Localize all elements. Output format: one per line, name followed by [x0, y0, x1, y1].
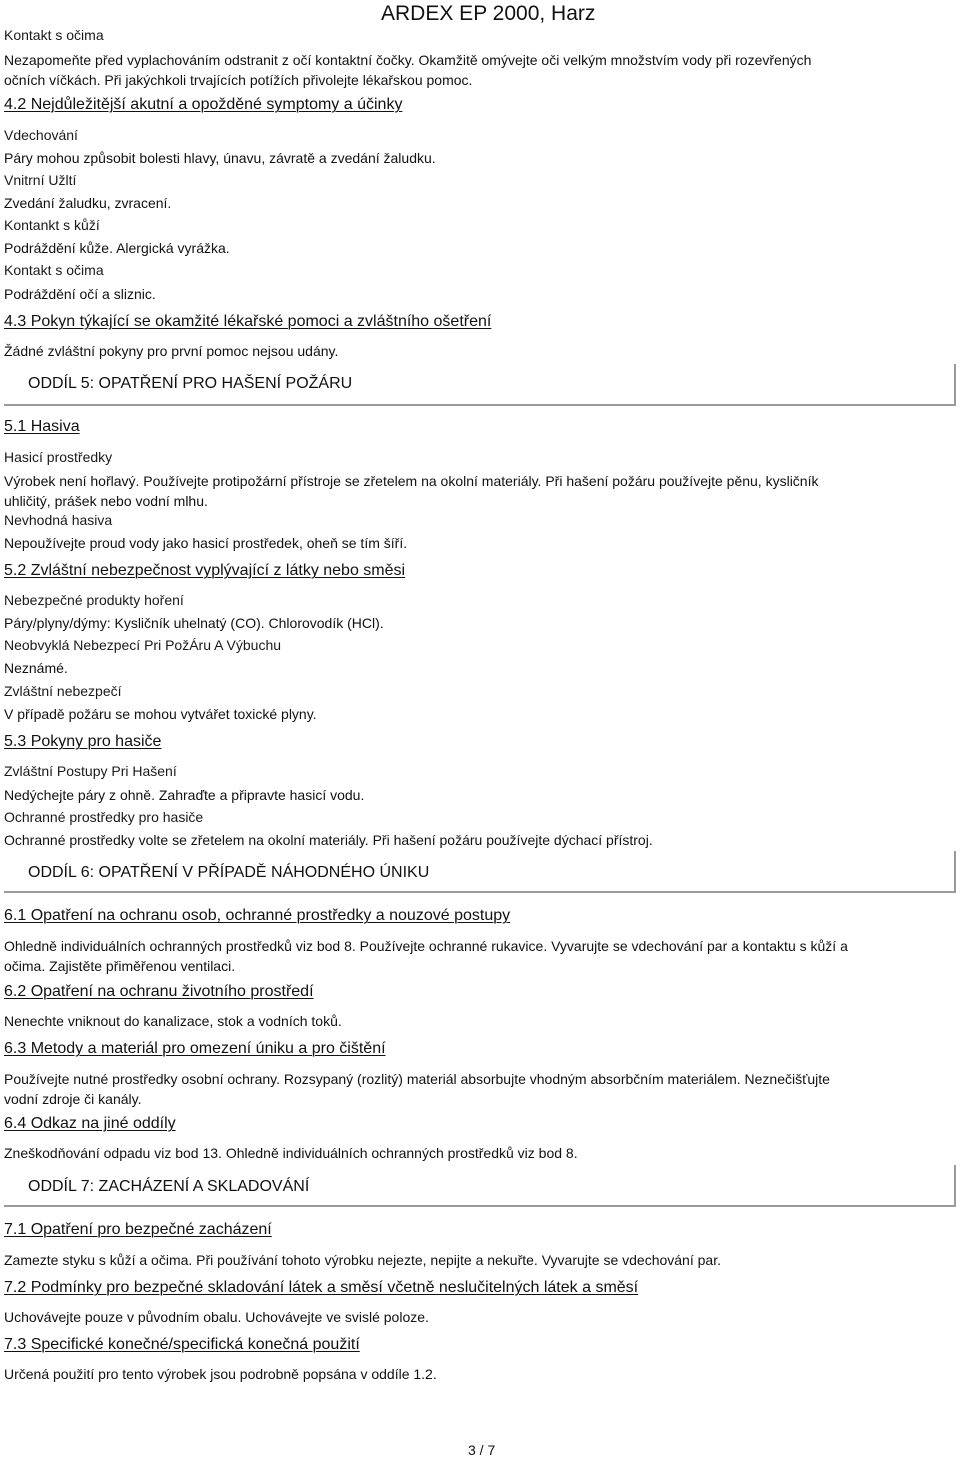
text-6-3: Používejte nutné prostředky osobní ochrany. Rozsypaný (rozlitý) materiál absorbujte vhodným absorbčním materiálem. Neznečišťujte vodní zdroje či kanály.: [4, 1071, 830, 1107]
section-5-title: ODDÍL 5: OPATŘENÍ PRO HAŠENÍ POŽÁRU: [28, 375, 353, 392]
heading-5-2: 5.2 Zvláštní nebezpečnost vyplývající z látky nebo směsi: [4, 562, 406, 579]
text-6-4: Zneškodňování odpadu viz bod 13. Ohledně individuálních ochranných prostředků viz bod 8.: [4, 1145, 578, 1161]
heading-4-2: 4.2 Nejdůležitější akutní a opožděné symptomy a účinky: [4, 96, 403, 113]
eye-contact-paragraph: Nezapomeňte před vyplachováním odstranit z očí kontaktní čočky. Okamžitě omývejte oči velkým množstvím vody při rozevřených očních víčkách. Při jakýchkoli trvajících potížích přivolejte lékařskou pomoc.: [4, 52, 812, 88]
section-6-title: ODDÍL 6: OPATŘENÍ V PŘÍPADĚ NÁHODNÉHO ÚNIKU: [28, 864, 430, 881]
text-skin-contact: Podráždění kůže. Alergická vyrážka.: [4, 240, 230, 256]
text-eye-contact: Podráždění očí a sliznic.: [4, 286, 156, 302]
label-unsuitable-media: Nevhodná hasiva: [4, 512, 113, 528]
text-inhalation: Páry mohou způsobit bolesti hlavy, únavu, závratě a zvedání žaludku.: [4, 150, 436, 166]
heading-5-3: 5.3 Pokyny pro hasiče: [4, 733, 162, 750]
text-firefighting-procedures: Nedýchejte páry z ohně. Zahraďte a připravte hasicí vodu.: [4, 787, 365, 803]
text-unsuitable-media: Nepoužívejte proud vody jako hasicí prostředek, oheň se tím šíří.: [4, 535, 408, 551]
heading-4-3: 4.3 Pokyn týkající se okamžité lékařské pomoci a zvláštního ošetření: [4, 313, 492, 330]
heading-6-2: 6.2 Opatření na ochranu životního prostředí: [4, 983, 314, 1000]
text-4-3: Žádné zvláštní pokyny pro první pomoc nejsou udány.: [4, 343, 339, 359]
text-special-hazards: V případě požáru se mohou vytvářet toxické plyny.: [4, 706, 317, 722]
text-6-2: Nenechte vniknout do kanalizace, stok a vodních toků.: [4, 1013, 342, 1029]
label-eye-contact: Kontakt s očima: [4, 262, 104, 278]
label-inhalation: Vdechování: [4, 127, 78, 143]
text-7-2: Uchovávejte pouze v původním obalu. Uchovávejte ve svislé poloze.: [4, 1309, 429, 1325]
section-6-header: [4, 851, 956, 893]
label-firefighting-procedures: Zvláštní Postupy Pri Hašení: [4, 763, 177, 779]
label-unusual-hazards: Neobvyklá Nebezpecí Pri PožÁru A Výbuchu: [4, 637, 282, 653]
label-special-hazards: Zvláštní nebezpečí: [4, 683, 122, 699]
label-extinguishing-media: Hasicí prostředky: [4, 449, 113, 465]
section-7-title: ODDÍL 7: ZACHÁZENÍ A SKLADOVÁNÍ: [28, 1178, 310, 1195]
text-6-1: Ohledně individuálních ochranných prostředků viz bod 8. Používejte ochranné rukavice. Vyvarujte se vdechování par a kontaktu s kůží a očima. Zajistěte přiměřenou ventilaci.: [4, 938, 848, 974]
text-firefighter-protection: Ochranné prostředky volte se zřetelem na okolní materiály. Při hašení požáru používejte dýchací přístroj.: [4, 832, 653, 848]
text-unusual-hazards: Neznámé.: [4, 660, 68, 676]
label-firefighter-protection: Ochranné prostředky pro hasiče: [4, 809, 204, 825]
heading-6-3: 6.3 Metody a materiál pro omezení úniku a pro čištění: [4, 1040, 386, 1057]
heading-5-1: 5.1 Hasiva: [4, 418, 80, 435]
label-ingestion: Vnitrní Užltí: [4, 172, 77, 188]
heading-7-3: 7.3 Specifické konečné/specifická konečná použití: [4, 1336, 360, 1353]
page-number: 3 / 7: [468, 1442, 496, 1458]
document-title: ARDEX EP 2000, Harz: [381, 2, 596, 25]
section-5-header: [4, 364, 956, 406]
text-combustion-products: Páry/plyny/dýmy: Kysličník uhelnatý (CO). Chlorovodík (HCl).: [4, 615, 384, 631]
header-left-label: Kontakt s očima: [4, 27, 104, 43]
heading-6-4: 6.4 Odkaz na jiné oddíly: [4, 1115, 176, 1132]
heading-7-2: 7.2 Podmínky pro bezpečné skladování látek a směsí včetně neslučitelných látek a směsí: [4, 1279, 639, 1296]
label-skin-contact: Kontankt s kůží: [4, 217, 100, 233]
label-combustion-products: Nebezpečné produkty hoření: [4, 592, 184, 608]
text-7-3: Určená použití pro tento výrobek jsou podrobně popsána v oddíle 1.2.: [4, 1366, 437, 1382]
heading-6-1: 6.1 Opatření na ochranu osob, ochranné prostředky a nouzové postupy: [4, 907, 511, 924]
section-7-header: [4, 1165, 956, 1207]
heading-7-1: 7.1 Opatření pro bezpečné zacházení: [4, 1221, 272, 1238]
text-ingestion: Zvedání žaludku, zvracení.: [4, 195, 172, 211]
text-extinguishing-media: Výrobek není hořlavý. Používejte protipožární přístroje se zřetelem na okolní materiály. Při hašení požáru používejte pěnu, kysličník uhličitý, prášek nebo vodní mlhu.: [4, 473, 819, 509]
text-7-1: Zamezte styku s kůží a očima. Při používání tohoto výrobku nejezte, nepijte a nekuřte. Vyvarujte se vdechování par.: [4, 1252, 721, 1268]
